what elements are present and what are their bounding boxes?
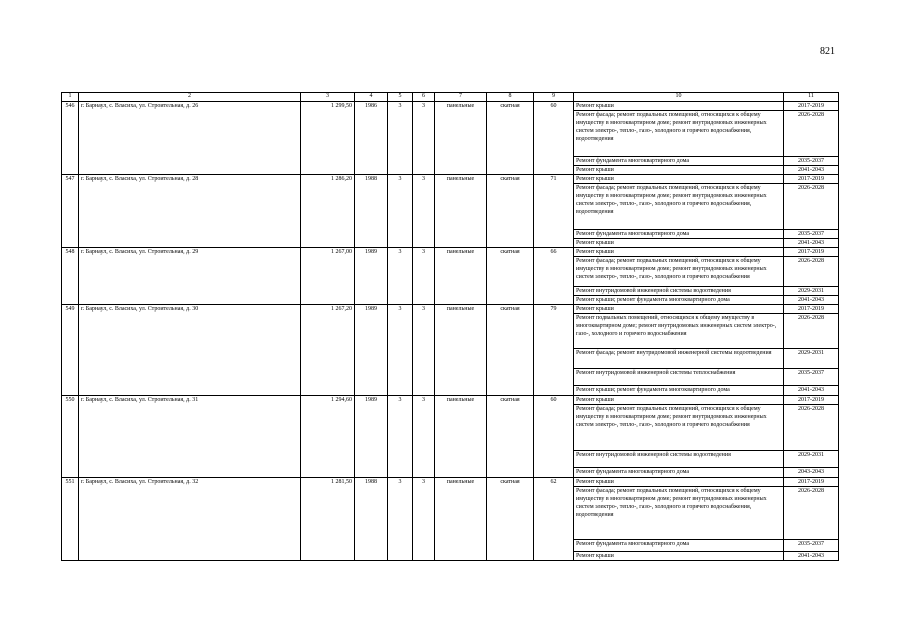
walls-cell: панельные	[435, 305, 487, 396]
repair-period-cell: 2017-2019	[784, 396, 839, 405]
page-number: 821	[820, 46, 835, 57]
table-row	[62, 248, 839, 257]
table-body	[62, 102, 839, 561]
area-cell: 1 286,20	[301, 175, 355, 248]
repair-work-cell: Ремонт фундамента многоквартирного дома	[574, 540, 784, 552]
address-cell: г. Барнаул, с. Власиха, ул. Строительная, д. 30	[79, 305, 301, 396]
column-number-header	[62, 93, 839, 102]
repair-work-cell: Ремонт фасада; ремонт подвальных помещений, относящихся к общему имуществу в многоквартирном доме; ремонт внутридомовых инженерных систем электро-, тепло-, газо-, холодного и горячего водоснабжения, водоотведения	[574, 487, 784, 540]
apartments-cell: 71	[534, 175, 574, 248]
address-cell: г. Барнаул, с. Власиха, ул. Строительная, д. 32	[79, 478, 301, 561]
address-cell: г. Барнаул, с. Власиха, ул. Строительная, д. 28	[79, 175, 301, 248]
repair-period-cell: 2026-2028	[784, 257, 839, 287]
roof-cell: скатная	[487, 478, 534, 561]
repair-work-cell: Ремонт подвальных помещений, относящихся к общему имуществу в многоквартирном доме; ремонт внутридомовых инженерных систем электро-, газо-, холодного и горячего водоснабжения	[574, 314, 784, 349]
repair-work-cell: Ремонт фундамента многоквартирного дома	[574, 157, 784, 166]
entrances-cell: 3	[413, 478, 435, 561]
floors-cell: 3	[388, 396, 413, 478]
apartments-cell: 66	[534, 248, 574, 305]
year-cell: 1989	[355, 396, 388, 478]
year-cell: 1989	[355, 248, 388, 305]
repair-period-cell: 2026-2028	[784, 405, 839, 451]
repair-period-cell: 2026-2028	[784, 487, 839, 540]
repair-work-cell: Ремонт крыши	[574, 166, 784, 175]
header-cell: 6	[413, 93, 435, 102]
repair-period-cell: 2041-2043	[784, 239, 839, 248]
entrances-cell: 3	[413, 175, 435, 248]
repair-work-cell: Ремонт крыши	[574, 552, 784, 561]
repair-period-cell: 2017-2019	[784, 175, 839, 184]
area-cell: 1 294,60	[301, 396, 355, 478]
entrances-cell: 3	[413, 396, 435, 478]
repair-work-cell: Ремонт фасада; ремонт внутридомовой инженерной системы водоотведения	[574, 349, 784, 369]
repair-period-cell: 2017-2019	[784, 478, 839, 487]
repair-period-cell: 2041-2043	[784, 552, 839, 561]
repair-work-cell: Ремонт фасада; ремонт подвальных помещений, относящихся к общему имуществу в многоквартирном доме; ремонт внутридомовых инженерных систем электро-, тепло-, газо-, холодного и горячего водоснабжения, водоотведения	[574, 111, 784, 157]
roof-cell: скатная	[487, 396, 534, 478]
repair-work-cell: Ремонт фасада; ремонт подвальных помещений, относящихся к общему имуществу в многоквартирном доме; ремонт внутридомовых инженерных систем электро-, тепло-, газо-, холодного и горячего водоснабжения	[574, 257, 784, 287]
record-number: 548	[62, 248, 79, 305]
repair-period-cell: 2041-2043	[784, 296, 839, 305]
repair-work-cell: Ремонт крыши	[574, 478, 784, 487]
floors-cell: 3	[388, 478, 413, 561]
walls-cell: панельные	[435, 478, 487, 561]
roof-cell: скатная	[487, 248, 534, 305]
header-cell: 11	[784, 93, 839, 102]
repair-period-cell: 2035-2037	[784, 157, 839, 166]
record-number: 546	[62, 102, 79, 175]
repair-work-cell: Ремонт внутридомовой инженерной системы водоотведения	[574, 451, 784, 468]
repair-period-cell: 2026-2028	[784, 314, 839, 349]
repair-work-cell: Ремонт крыши	[574, 175, 784, 184]
header-cell: 9	[534, 93, 574, 102]
area-cell: 1 267,20	[301, 305, 355, 396]
repair-work-cell: Ремонт крыши; ремонт фундамента многоквартирного дома	[574, 386, 784, 396]
apartments-cell: 60	[534, 396, 574, 478]
walls-cell: панельные	[435, 175, 487, 248]
repair-work-cell: Ремонт крыши	[574, 248, 784, 257]
entrances-cell: 3	[413, 305, 435, 396]
header-cell: 8	[487, 93, 534, 102]
repair-work-cell: Ремонт фасада; ремонт подвальных помещений, относящихся к общему имуществу в многоквартирном доме; ремонт внутридомовых инженерных систем электро-, тепло-, газо-, холодного и горячего водоснабжения, водоотведения	[574, 184, 784, 230]
header-cell: 3	[301, 93, 355, 102]
floors-cell: 3	[388, 248, 413, 305]
record-number: 547	[62, 175, 79, 248]
repair-work-cell: Ремонт фасада; ремонт подвальных помещений, относящихся к общему имуществу в многоквартирном доме; ремонт внутридомовых инженерных систем электро-, тепло-, газо-, холодного и горячего водоснабжения	[574, 405, 784, 451]
year-cell: 1988	[355, 175, 388, 248]
repair-period-cell: 2029-2031	[784, 287, 839, 296]
apartments-cell: 62	[534, 478, 574, 561]
walls-cell: панельные	[435, 396, 487, 478]
entrances-cell: 3	[413, 102, 435, 175]
area-cell: 1 299,50	[301, 102, 355, 175]
year-cell: 1989	[355, 305, 388, 396]
apartments-cell: 79	[534, 305, 574, 396]
table-row	[62, 175, 839, 184]
floors-cell: 3	[388, 102, 413, 175]
record-number: 551	[62, 478, 79, 561]
walls-cell: панельные	[435, 102, 487, 175]
repair-period-cell: 2017-2019	[784, 248, 839, 257]
repair-work-cell: Ремонт внутридомовой инженерной системы теплоснабжения	[574, 369, 784, 386]
repair-period-cell: 2035-2037	[784, 369, 839, 386]
header-cell: 1	[62, 93, 79, 102]
repair-work-cell: Ремонт фундамента многоквартирного дома	[574, 468, 784, 478]
repair-period-cell: 2035-2037	[784, 230, 839, 239]
repair-period-cell: 2026-2028	[784, 184, 839, 230]
repair-period-cell: 2043-2043	[784, 468, 839, 478]
record-number: 550	[62, 396, 79, 478]
roof-cell: скатная	[487, 102, 534, 175]
floors-cell: 3	[388, 175, 413, 248]
repair-period-cell: 2041-2043	[784, 166, 839, 175]
address-cell: г. Барнаул, с. Власиха, ул. Строительная, д. 31	[79, 396, 301, 478]
capital-repair-table	[61, 92, 839, 561]
table-row	[62, 102, 839, 111]
address-cell: г. Барнаул, с. Власиха, ул. Строительная, д. 29	[79, 248, 301, 305]
repair-work-cell: Ремонт внутридомовой инженерной системы водоотведения	[574, 287, 784, 296]
apartments-cell: 60	[534, 102, 574, 175]
table-row	[62, 396, 839, 405]
walls-cell: панельные	[435, 248, 487, 305]
repair-period-cell: 2029-2031	[784, 451, 839, 468]
header-cell: 2	[79, 93, 301, 102]
repair-work-cell: Ремонт крыши	[574, 305, 784, 314]
repair-work-cell: Ремонт фундамента многоквартирного дома	[574, 230, 784, 239]
roof-cell: скатная	[487, 175, 534, 248]
header-cell: 10	[574, 93, 784, 102]
area-cell: 1 267,00	[301, 248, 355, 305]
table-row	[62, 305, 839, 314]
header-cell: 5	[388, 93, 413, 102]
floors-cell: 3	[388, 305, 413, 396]
roof-cell: скатная	[487, 305, 534, 396]
year-cell: 1988	[355, 478, 388, 561]
repair-period-cell: 2026-2028	[784, 111, 839, 157]
repair-work-cell: Ремонт крыши; ремонт фундамента многоквартирного дома	[574, 296, 784, 305]
address-cell: г. Барнаул, с. Власиха, ул. Строительная, д. 26	[79, 102, 301, 175]
header-cell: 7	[435, 93, 487, 102]
repair-work-cell: Ремонт крыши	[574, 102, 784, 111]
repair-period-cell: 2035-2037	[784, 540, 839, 552]
record-number: 549	[62, 305, 79, 396]
repair-work-cell: Ремонт крыши	[574, 239, 784, 248]
repair-period-cell: 2041-2043	[784, 386, 839, 396]
table-row	[62, 478, 839, 487]
entrances-cell: 3	[413, 248, 435, 305]
repair-period-cell: 2017-2019	[784, 305, 839, 314]
year-cell: 1986	[355, 102, 388, 175]
area-cell: 1 281,50	[301, 478, 355, 561]
repair-period-cell: 2029-2031	[784, 349, 839, 369]
repair-period-cell: 2017-2019	[784, 102, 839, 111]
repair-work-cell: Ремонт крыши	[574, 396, 784, 405]
header-cell: 4	[355, 93, 388, 102]
